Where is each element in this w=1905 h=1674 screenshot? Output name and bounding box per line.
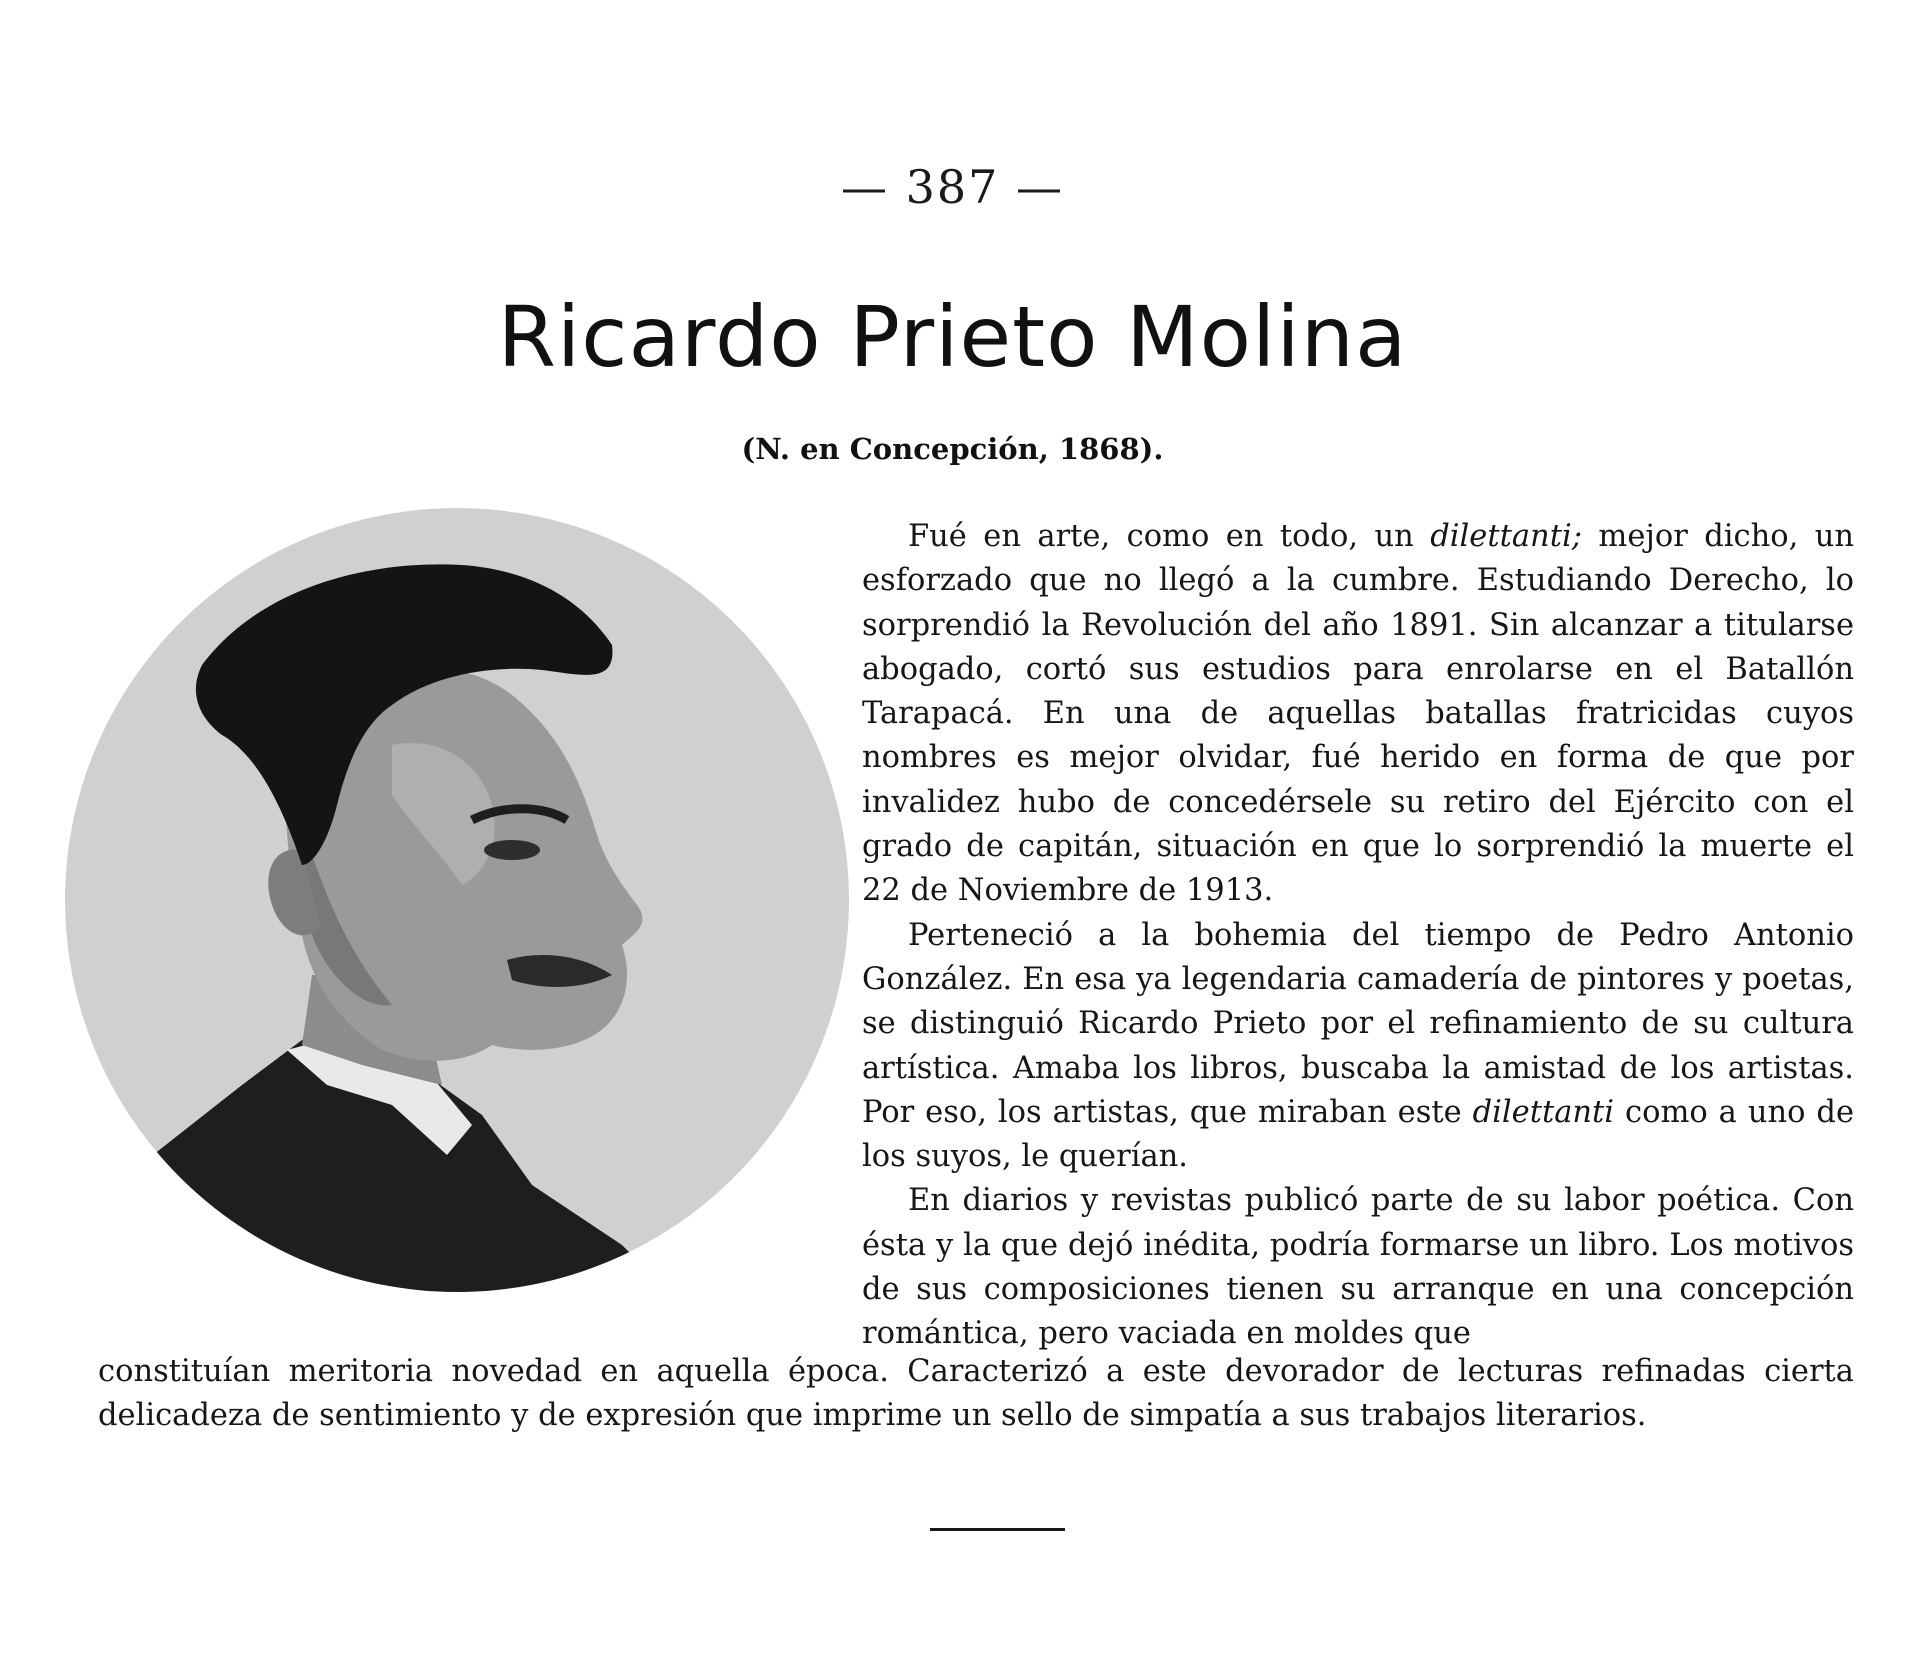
paragraph-2-text-a: Perteneció a la bohemia del tiempo de Pedro Antonio González. En esa ya legendaria camadería de pintores y poetas, se distinguió Ricardo Prieto por el refinamiento de su cultura artística. Amaba los libros, buscaba la amistad de los artistas. Por eso, los artistas, que miraban este	[862, 917, 1854, 1130]
paragraph-1-italic: dilettanti;	[1430, 519, 1582, 554]
paragraph-2-italic: dilettanti	[1472, 1094, 1615, 1130]
page-number: — 387 —	[840, 160, 1065, 214]
closing-divider	[930, 1528, 1065, 1531]
paragraph-1-text-a: Fué en arte, como en todo, un	[908, 519, 1431, 554]
paragraph-1-text-b: mejor dicho, un esforzado que no llegó a la cumbre. Estudiando Derecho, lo sorprendió la Revolución del año 1891. Sin alcanzar a titularse abogado, cortó sus estudios para enrolarse en el Batallón Tarapacá. En una de aquellas batallas fratricidas cuyos nombres es mejor olvidar, fué herido en forma de que por invalidez hubo de concedérsele su retiro del Ejército con el grado de capitán, situación en que lo sorprendió la muerte el 22 de Noviembre de 1913.	[862, 519, 1855, 909]
paragraph-2	[862, 914, 1854, 1180]
article-body-side	[862, 515, 1854, 1357]
subtitle-birth-info: (N. en Concepción, 1868).	[741, 432, 1164, 466]
paragraph-3-side: En diarios y revistas publicó parte de su labor poética. Con ésta y la que dejó inédita, podría formarse un libro. Los motivos de sus composiciones tienen su arranque en una concepción romántica, pero vaciada en moldes que	[862, 1183, 1854, 1352]
portrait-photo	[62, 505, 862, 1305]
paragraph-2-text-b: como a uno de los suyos, le querían.	[862, 1094, 1854, 1175]
page-title: Ricardo Prieto Molina	[497, 288, 1408, 386]
article-body-full-width	[98, 1350, 1854, 1439]
paragraph-1	[862, 515, 1854, 914]
paragraph-3-full: constituían meritoria novedad en aquella época. Caracterizó a este devorador de lecturas refinadas cierta delicadeza de sentimiento y de expresión que imprime un sello de simpatía a sus trabajos literarios.	[98, 1354, 1854, 1434]
